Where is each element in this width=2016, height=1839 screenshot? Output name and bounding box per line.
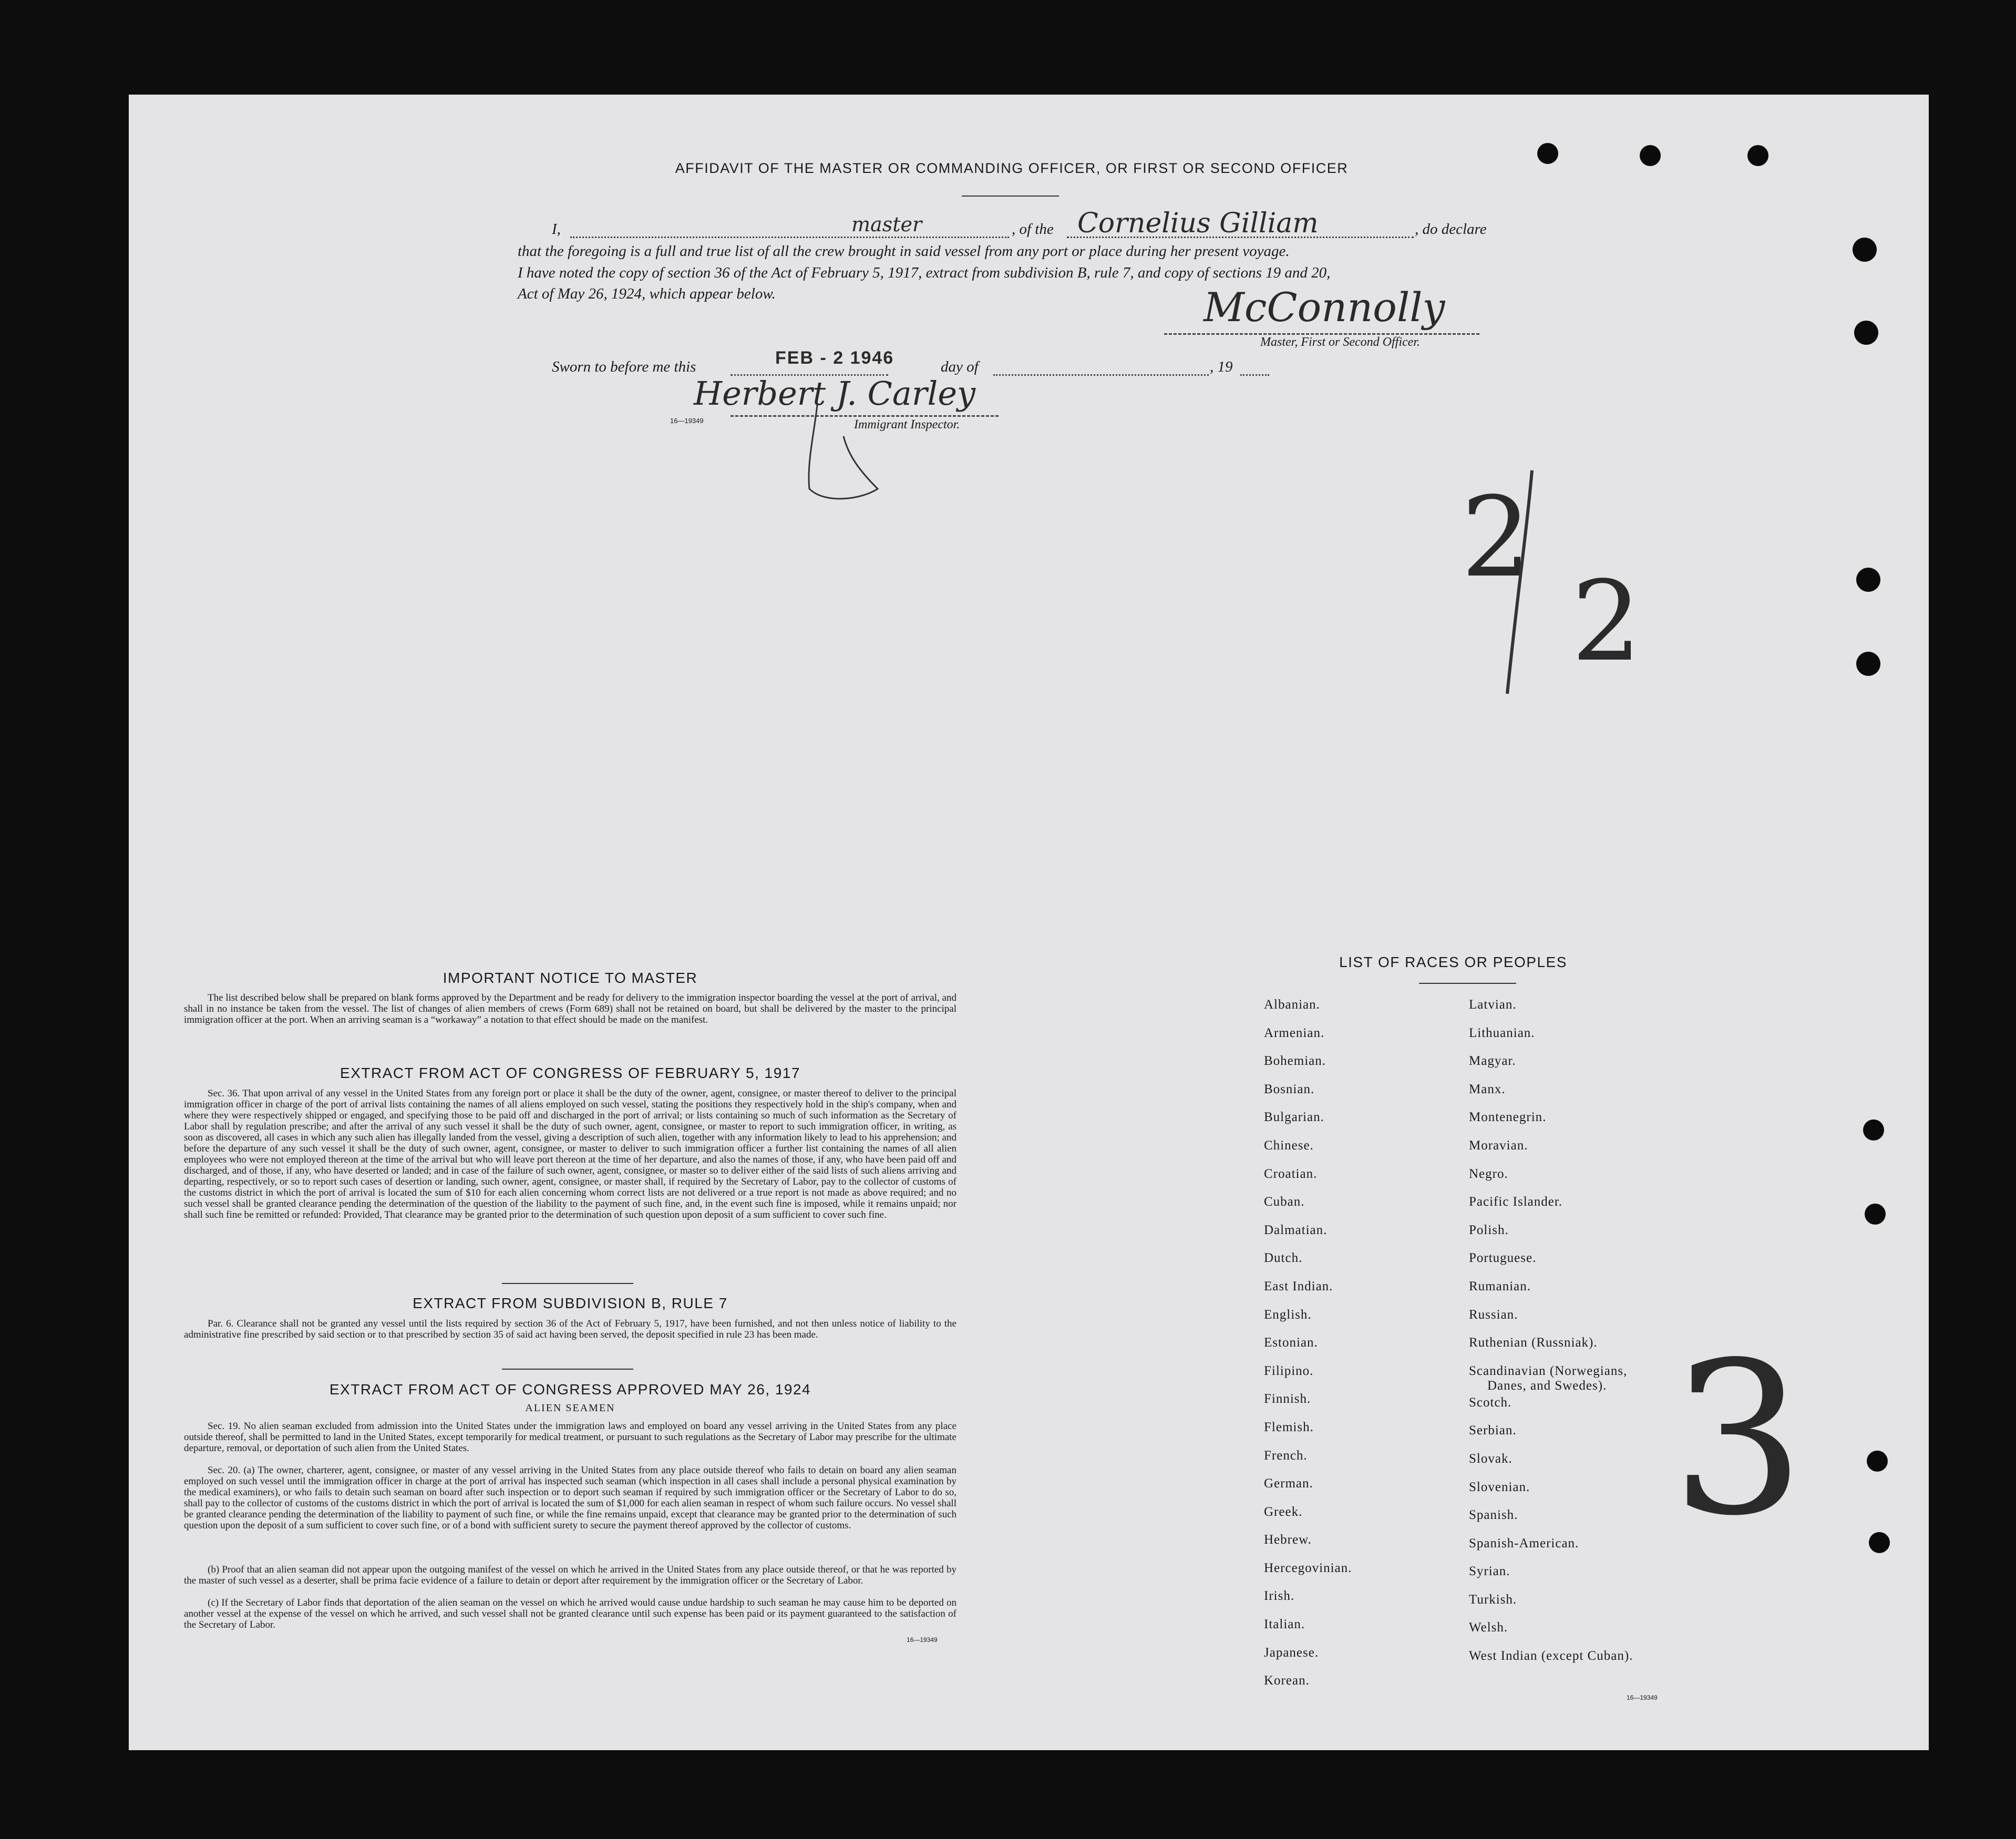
race-item: East Indian.	[1264, 1279, 1333, 1293]
race-item: Spanish-American.	[1469, 1536, 1579, 1550]
affidavit-title: AFFIDAVIT OF THE MASTER OR COMMANDING OFFICER, OR FIRST OR SECOND OFFICER	[675, 160, 1349, 176]
race-item: Lithuanian.	[1469, 1025, 1535, 1040]
punch-hole	[1869, 1532, 1890, 1553]
races-right-column	[1469, 998, 1690, 1677]
race-item: Syrian.	[1469, 1564, 1510, 1579]
race-item: Welsh.	[1469, 1620, 1508, 1635]
of-the-label: , of the	[1012, 221, 1054, 238]
race-item: Polish.	[1469, 1222, 1509, 1237]
race-item: Scandinavian (Norwegians,	[1469, 1363, 1628, 1378]
race-item: Turkish.	[1469, 1592, 1517, 1607]
race-item: Rumanian.	[1469, 1279, 1531, 1293]
race-item: Slovenian.	[1469, 1480, 1530, 1494]
race-item: Montenegrin.	[1469, 1110, 1547, 1125]
form-number: 16—19349	[1627, 1694, 1658, 1701]
inspector-caption: Immigrant Inspector.	[854, 418, 960, 432]
race-item: English.	[1264, 1307, 1312, 1322]
handwritten-rank: master	[851, 213, 922, 236]
race-item-continuation: Danes, and Swedes).	[1487, 1378, 1607, 1393]
race-item: Estonian.	[1264, 1335, 1318, 1350]
race-item: Armenian.	[1264, 1025, 1325, 1040]
race-item: Hebrew.	[1264, 1533, 1312, 1547]
form-number: 16—19349	[670, 417, 704, 425]
race-item: Bulgarian.	[1264, 1110, 1324, 1125]
race-item: Russian.	[1469, 1307, 1518, 1322]
race-item: Hercegovinian.	[1264, 1560, 1352, 1575]
year-label: , 19	[1210, 358, 1233, 375]
handwritten-vessel: Cornelius Gilliam	[1077, 208, 1319, 239]
punch-hole	[1854, 321, 1878, 345]
race-item: Dalmatian.	[1264, 1222, 1328, 1237]
race-item: German.	[1264, 1476, 1313, 1491]
day-of-label: day of	[941, 358, 979, 375]
extract-1924-sec20a: Sec. 20. (a) The owner, charterer, agent, consignee, or master of any vessel arriving in the United States from any place outside thereof who fails to detain on board any alien seaman employed on such vessel until the immigration officer in charge at the port of arrival has inspected such seaman (which inspection in all cases shall include a personal physical examination by the medical examiners), or who fails to detain such seaman on board after such inspection or to deport such seaman if required by such immigration officer or the Secretary of Labor to do so, shall pay to the collector of customs of the customs district in which the port of arrival is located the sum of $1,000 for each alien seaman in respect of whom such failure occurs. No vessel shall be granted clearance pending the determination of the liability to payment of such fine, or while the fine remains unpaid, except that clearance may be granted prior to the determination of such question upon the deposit of a sum sufficient to cover such fine, or of a bond with sufficient surety to secure the payment thereof approved by the collector of customs.	[184, 1465, 956, 1531]
date-stamp: FEB - 2 1946	[775, 348, 894, 368]
subdivision-b-body: Par. 6. Clearance shall not be granted any vessel until the lists required by section 36 of the Act of February 5, 1917, have been furnished, and not then unless notice of liability to the administrative fine prescribed by said section or to that prescribed by section 35 of said act having been served, the deposit specified in rule 23 has been made.	[184, 1318, 956, 1340]
race-item: West Indian (except Cuban).	[1469, 1649, 1633, 1663]
punch-hole	[1747, 145, 1768, 166]
race-item: Irish.	[1264, 1589, 1295, 1604]
extract-1924-subtitle: ALIEN SEAMEN	[525, 1402, 615, 1414]
signature-flourish	[799, 399, 883, 505]
race-item: Korean.	[1264, 1673, 1310, 1688]
extract-1917-body: Sec. 36. That upon arrival of any vessel in the United States from any foreign port or place it shall be the duty of the owner, agent, consignee, or master thereof to deliver to the principal immigration officer in charge of the port of arrival lists containing the names of all aliens employed on such vessel, stating the positions they respectively hold in the ship's company, when and where they were respectively shipped or engaged, and specifying those to be paid off and discharged in the port of arrival; or lists containing so much of such information as the Secretary of Labor shall by regulation prescribe; and after the arrival of any such vessel it shall be the duty of such owner, agent, consignee, or master to report to such immigration officer, in writing, as soon as discovered, all cases in which any such alien has illegally landed from the vessel, giving a description of such alien, together with any information likely to lead to his apprehension; and before the departure of any such vessel it shall be the duty of such owner, agent, consignee, or master to deliver to such immigration officer a further list containing the names of all alien employees who were not employed thereon at the time of the arrival but who will leave port thereon at the time of her departure, and also the names of those, if any, who have been paid off and discharged, and of those, if any, who have deserted or landed; and in case of the failure of such owner, agent, consignee, or master so to deliver either of the said lists of such aliens arriving and departing, respectively, or so to report such cases of desertion or landing, such owner, agent, consignee, or master shall, if required by the Secretary of Labor, pay to the collector of customs of the customs district in which the port of arrival is located the sum of $10 for each alien concerning whom correct lists are not delivered or a true report is not made as above required; and no such vessel shall be granted clearance pending the determination of the question of the liability to the payment of such fine, and, in the event such fine is imposed, while it remains unpaid; nor shall such fine be remitted or refunded: Provided, That clearance may be granted prior to the determination of such question upon deposit of a sum sufficient to cover such fine.	[184, 1088, 956, 1220]
races-title: LIST OF RACES OR PEOPLES	[1339, 954, 1567, 970]
extract-1924-sec19: Sec. 19. No alien seaman excluded from admission into the United States under the immigration laws and employed on board any vessel arriving in the United States from any place outside thereof, shall be permitted to land in the United States, except temporarily for medical treatment, or pursuant to such regulations as the Secretary of Labor may prescribe for the ultimate departure, removal, or deportation of such alien from the United States.	[184, 1421, 956, 1454]
race-item: Scotch.	[1469, 1395, 1512, 1410]
do-declare-label: , do declare	[1415, 221, 1487, 238]
affidavit-line-4: Act of May 26, 1924, which appear below.	[518, 285, 776, 302]
affidavit-i-label: I,	[552, 221, 561, 238]
race-item: Ruthenian (Russniak).	[1469, 1335, 1598, 1350]
punch-hole	[1856, 568, 1880, 592]
race-item: Flemish.	[1264, 1420, 1314, 1434]
divider	[962, 196, 1059, 197]
punch-hole	[1853, 238, 1877, 262]
divider	[1419, 983, 1516, 984]
rank-line	[570, 237, 1009, 238]
punch-hole	[1537, 143, 1558, 164]
inspector-signature: Herbert J. Carley	[694, 374, 976, 413]
race-item: Albanian.	[1264, 998, 1320, 1012]
handwritten-number: 3	[1671, 1318, 1805, 1562]
divider	[502, 1283, 633, 1284]
notice-body: The list described below shall be prepared on blank forms approved by the Department and be ready for delivery to the immigration inspector boarding the vessel at the port of arrival, and shall in no instance be taken from the vessel. The list of changes of alien members of crews (Form 689) shall not be retained on board, but shall be delivered by the master to the principal immigration officer at the port. When an arriving seaman is a “workaway” a notation to that effect should be made on the manifest.	[184, 992, 956, 1025]
race-item: Italian.	[1264, 1617, 1305, 1632]
race-item: Magyar.	[1469, 1054, 1516, 1069]
affidavit-line-3: I have noted the copy of section 36 of the Act of February 5, 1917, extract from subdivision B, rule 7, and copy of sections 19 and 20,	[518, 264, 1331, 281]
races-left-column	[1264, 998, 1448, 1702]
race-item: French.	[1264, 1448, 1308, 1463]
race-item: Japanese.	[1264, 1645, 1319, 1660]
race-item: Latvian.	[1469, 998, 1517, 1012]
subdivision-b-title: EXTRACT FROM SUBDIVISION B, RULE 7	[413, 1295, 728, 1311]
race-item: Negro.	[1469, 1166, 1508, 1181]
handwritten-fraction-bottom: 2	[1571, 557, 1642, 686]
master-caption: Master, First or Second Officer.	[1260, 335, 1420, 349]
race-item: Pacific Islander.	[1469, 1195, 1563, 1209]
extract-1924-title: EXTRACT FROM ACT OF CONGRESS APPROVED MAY 26, 1924	[329, 1381, 811, 1398]
extract-1917-title: EXTRACT FROM ACT OF CONGRESS OF FEBRUARY 5, 1917	[340, 1065, 800, 1081]
race-item: Greek.	[1264, 1504, 1303, 1519]
master-signature: McConnolly	[1204, 284, 1445, 331]
race-item: Bohemian.	[1264, 1054, 1326, 1069]
race-item: Portuguese.	[1469, 1251, 1537, 1266]
punch-hole	[1856, 652, 1880, 676]
race-item: Chinese.	[1264, 1138, 1314, 1153]
affidavit-line-2: that the foregoing is a full and true list of all the crew brought in said vessel from any port or place during her present voyage.	[518, 243, 1290, 260]
master-signature-line	[1164, 333, 1479, 335]
race-item: Bosnian.	[1264, 1082, 1315, 1096]
punch-hole	[1640, 145, 1661, 166]
race-item: Dutch.	[1264, 1251, 1303, 1266]
extract-1924-sec20c: (c) If the Secretary of Labor finds that deportation of the alien seaman on the vessel on which he arrived would cause undue hardship to such seaman he may cause him to be deported on another vessel at the expense of the vessel on which he arrived, and such vessel shall not be granted clearance until such expense has been paid or its payment guaranteed to the satisfaction of the Secretary of Labor.	[184, 1597, 956, 1630]
year-line	[1240, 374, 1269, 376]
race-item: Croatian.	[1264, 1166, 1318, 1181]
handwritten-fraction-top: 2	[1461, 473, 1531, 602]
extract-1924-sec20b: (b) Proof that an alien seaman did not appear upon the outgoing manifest of the vessel on which he arrived in the United States from any place outside thereof, or that he was reported by the master of such vessel as a deserter, shall be prima facie evidence of a failure to detain or deport after requirement by the immigration officer or the Secretary of Labor.	[184, 1564, 956, 1586]
race-item: Manx.	[1469, 1082, 1506, 1096]
divider	[502, 1369, 633, 1370]
race-item: Finnish.	[1264, 1392, 1311, 1406]
notice-title: IMPORTANT NOTICE TO MASTER	[443, 970, 698, 986]
month-line	[993, 374, 1209, 376]
fraction-slash	[1503, 468, 1540, 699]
race-item: Moravian.	[1469, 1138, 1528, 1153]
race-item: Cuban.	[1264, 1195, 1305, 1209]
form-number: 16—19349	[907, 1636, 938, 1643]
race-item: Spanish.	[1469, 1508, 1518, 1523]
race-item: Slovak.	[1469, 1451, 1513, 1466]
punch-hole	[1865, 1204, 1886, 1225]
punch-hole	[1867, 1451, 1888, 1472]
sworn-label: Sworn to before me this	[552, 358, 696, 375]
race-item: Filipino.	[1264, 1363, 1314, 1378]
race-item: Serbian.	[1469, 1423, 1517, 1438]
punch-hole	[1863, 1119, 1884, 1141]
